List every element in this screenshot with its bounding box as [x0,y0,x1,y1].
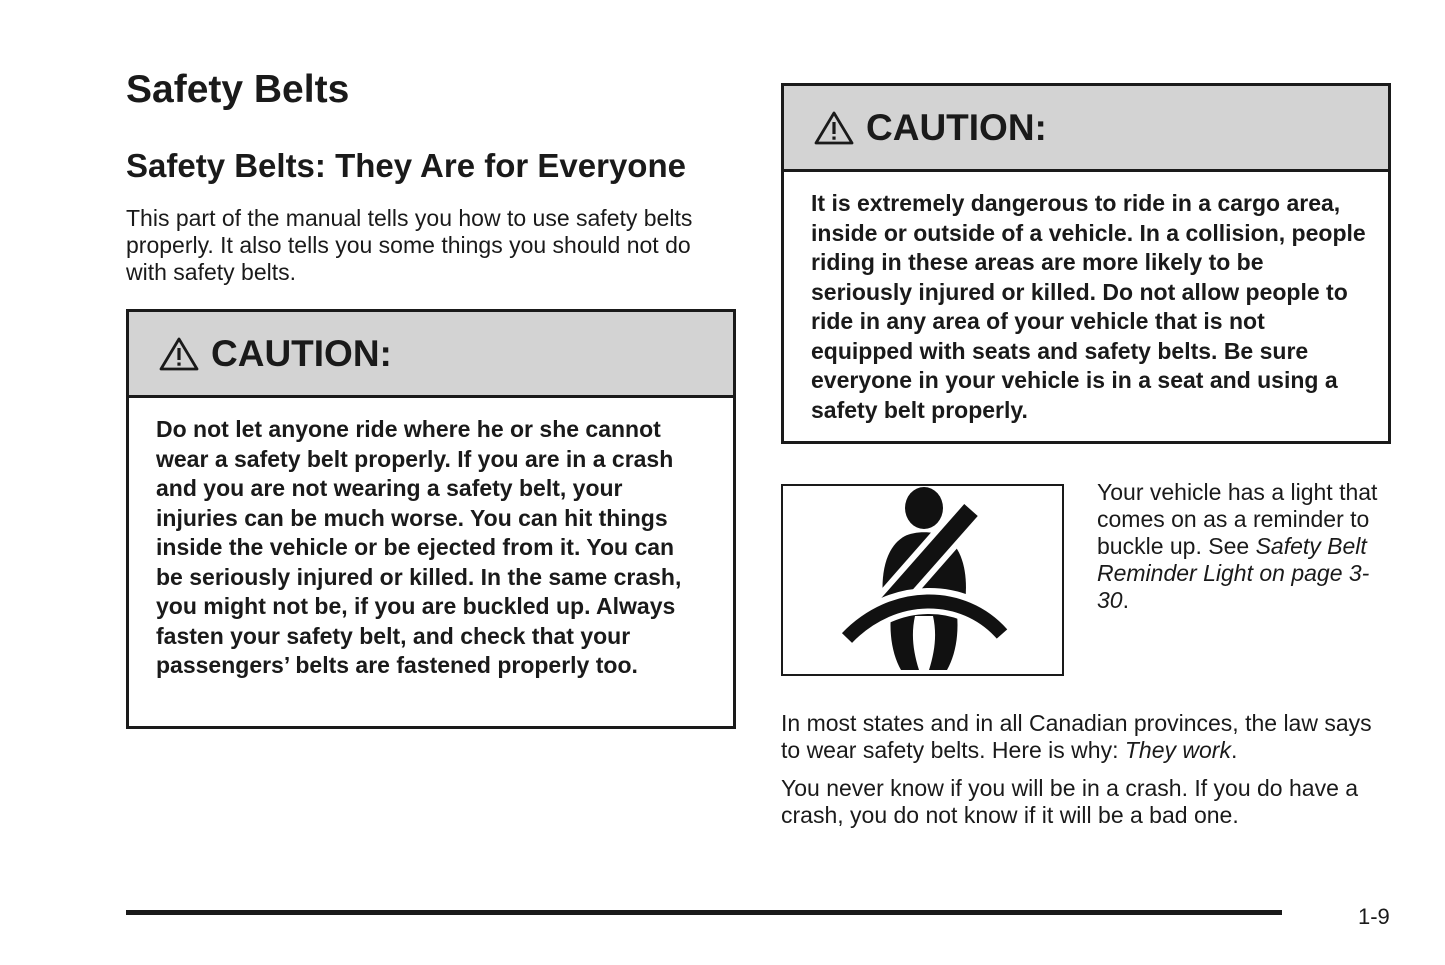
caution-label: CAUTION: [211,332,392,374]
reference-link[interactable]: Safety Belt Reminder Light on page 3-30 [1097,533,1370,613]
law-text-end: . [1230,737,1238,763]
warning-triangle-icon [159,336,199,372]
seatbelt-reminder-icon [781,484,1064,676]
page-title: Safety Belts [126,68,350,111]
law-text: In most states and in all Canadian provinces, the law says to wear safety belts. Here is why: [781,710,1372,763]
caution-header [129,312,733,398]
caution-box-left [126,309,736,729]
reminder-paragraph [1097,479,1397,614]
law-paragraph [781,710,1391,764]
reminder-text: Your vehicle has a light that comes on as a reminder to buckle up. See [1097,479,1378,559]
page-number: 1-9 [1358,904,1390,929]
caution-header [784,86,1388,172]
law-emphasis: They work [1124,737,1231,763]
caution-box-right [781,83,1391,444]
intro-paragraph: This part of the manual tells you how to use safety belts properly. It also tells you some things you should not do with safety belts. [126,205,693,285]
caution-text: Do not let anyone ride where he or she cannot wear a safety belt properly. If you are in a crash and you are not wearing a safety belt, your injuries can be much worse. You can hit things inside the vehicle or be ejected from it. You can be seriously injured or killed. In the same crash, you might not be, if you are buckled up. Always fasten your safety belt, and check that your passengers’ belts are fastened properly too. [156,416,682,678]
footer-rule [126,910,1282,915]
reminder-text-end: . [1122,587,1129,613]
warning-triangle-icon [814,110,854,146]
section-heading: Safety Belts: They Are for Everyone [126,147,686,184]
caution-text: It is extremely dangerous to ride in a cargo area, inside or outside of a vehicle. In a collision, people riding in these areas are more likely to be seriously injured or killed. Do not allow people to ride in any area of your vehicle that is not equipped with seats and safety belts. Be sure everyone in your vehicle is in a seat and using a safety belt properly. [811,190,1366,423]
crash-paragraph: You never know if you will be in a crash. If you do have a crash, you do not know if it will be a bad one. [781,775,1359,828]
caution-label: CAUTION: [866,106,1047,148]
